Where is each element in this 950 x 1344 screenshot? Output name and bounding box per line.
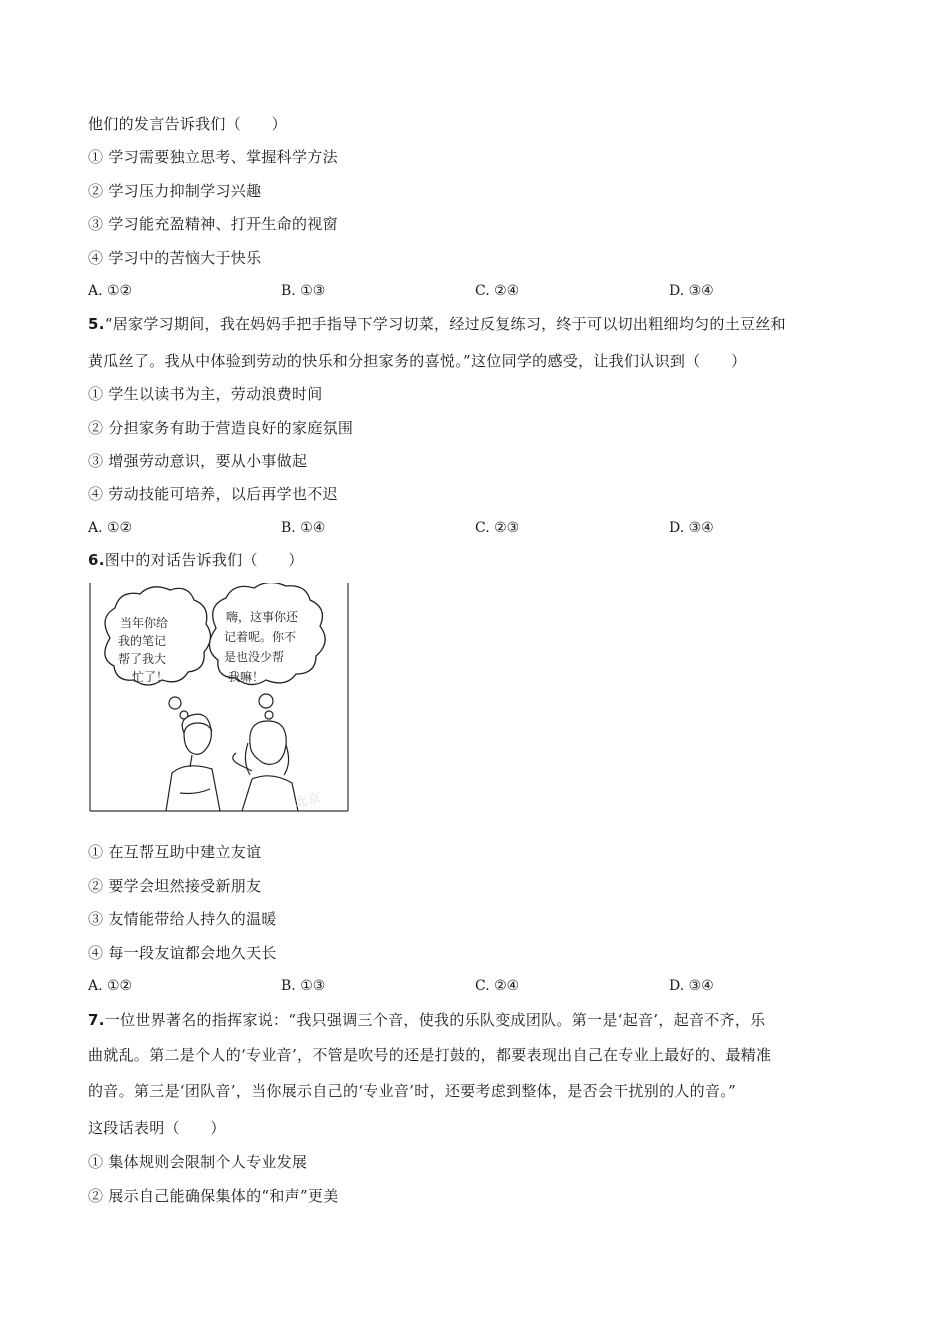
- q7-stem-line1: [88, 1010, 765, 1030]
- q5-option-a[interactable]: A. ①②: [88, 520, 133, 536]
- q4-option-d[interactable]: D. ③④: [669, 283, 714, 299]
- q4-stem: 他们的发言告诉我们（ ）: [88, 115, 287, 133]
- q7-item-2: ② 展示自己能确保集体的“和声”更美: [88, 1187, 339, 1205]
- q6-number: 6.: [88, 551, 105, 569]
- q5-option-b[interactable]: B. ①④: [281, 520, 326, 536]
- q7-stem-line3: 的音。第三是‘团队音’，当你展示自己的‘专业音’时，还要考虑到整体，是否会干扰别的人的音。”: [88, 1082, 737, 1100]
- q5-stem-line2: 黄瓜丝了。我从中体验到劳动的快乐和分担家务的喜悦。”这位同学的感受，让我们认识到（ ）: [88, 352, 747, 370]
- q7-number: 7.: [88, 1011, 105, 1029]
- q6-item-4: ④ 每一段友谊都会地久天长: [88, 944, 277, 962]
- q5-option-c[interactable]: C. ②③: [475, 520, 520, 536]
- right-person: [233, 721, 298, 811]
- q6-option-b[interactable]: B. ①③: [281, 978, 326, 994]
- q5-stem-line1: [88, 314, 786, 334]
- q6-option-a[interactable]: A. ①②: [88, 978, 133, 994]
- bubble-right-line1: 嗨，这事你还: [226, 610, 299, 624]
- q5-item-1: ① 学生以读书为主，劳动浪费时间: [88, 385, 323, 403]
- q6-item-3: ③ 友情能带给人持久的温暖: [88, 910, 277, 928]
- q5-item-4: ④ 劳动技能可培养，以后再学也不迟: [88, 485, 338, 503]
- q7-stem-text1: 一位世界著名的指挥家说：“我只强调三个音，使我的乐队变成团队。第一是‘起音’，起音不齐，乐: [104, 1011, 766, 1029]
- q5-stem-text1: “居家学习期间，我在妈妈手把手指导下学习切菜，经过反复练习，终于可以切出粗细均匀的土豆丝和: [104, 315, 786, 333]
- q4-item-4: ④ 学习中的苦恼大于快乐: [88, 249, 262, 267]
- q4-option-a[interactable]: A. ①②: [88, 283, 133, 299]
- q4-option-b[interactable]: B. ①③: [281, 283, 326, 299]
- left-person: [166, 714, 220, 811]
- bubble-right-line2: 记着呢。你不: [224, 630, 297, 644]
- q6-cartoon: [88, 583, 350, 813]
- bubble-left-line2: 我的笔记: [118, 634, 167, 648]
- q6-option-d[interactable]: D. ③④: [669, 978, 714, 994]
- q6-stem: [88, 550, 304, 570]
- q5-item-3: ③ 增强劳动意识，要从小事做起: [88, 452, 308, 470]
- bubble-right-line4: 我嘛！: [228, 670, 265, 684]
- svg-text:北京: 北京: [293, 790, 323, 811]
- q4-item-3: ③ 学习能充盈精神、打开生命的视窗: [88, 215, 338, 233]
- q7-stem-line2: 曲就乱。第二是个人的‘专业音’，不管是吹号的还是打鼓的，都要表现出自己在专业上最好的、最精准: [88, 1046, 772, 1064]
- cartoon-illustration: [88, 583, 350, 813]
- q6-stem-text: 图中的对话告诉我们（ ）: [104, 551, 304, 569]
- bubble-left-line1: 当年你给: [120, 616, 169, 630]
- q6-item-1: ① 在互帮互助中建立友谊: [88, 843, 262, 861]
- bubble-right-line3: 是也没少帮: [224, 650, 285, 664]
- q7-item-1: ① 集体规则会限制个人专业发展: [88, 1153, 308, 1171]
- q6-item-2: ② 要学会坦然接受新朋友: [88, 877, 262, 895]
- q4-option-c[interactable]: C. ②④: [475, 283, 520, 299]
- bubble-left-line3: 帮了我大: [118, 652, 167, 666]
- q7-stem-line4: 这段话表明（ ）: [88, 1119, 226, 1137]
- bubble-left-line4: 忙了！: [132, 670, 169, 684]
- q5-number: 5.: [88, 315, 105, 333]
- q6-option-c[interactable]: C. ②④: [475, 978, 520, 994]
- q5-option-d[interactable]: D. ③④: [669, 520, 714, 536]
- q4-item-1: ① 学习需要独立思考、掌握科学方法: [88, 148, 338, 166]
- q5-item-2: ② 分担家务有助于营造良好的家庭氛围: [88, 419, 354, 437]
- q4-item-2: ② 学习压力抑制学习兴趣: [88, 182, 262, 200]
